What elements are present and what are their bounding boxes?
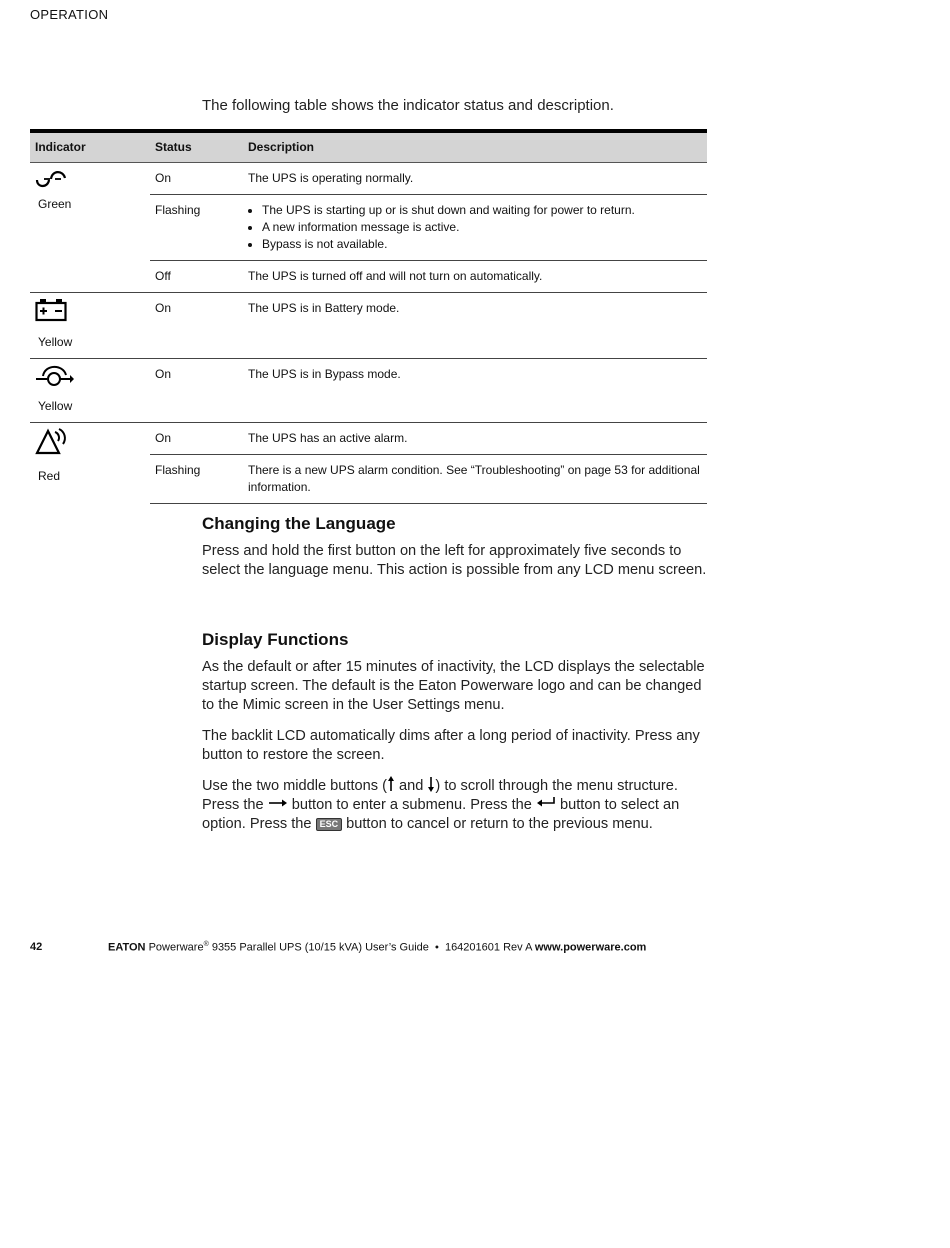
alarm-icon	[35, 428, 69, 456]
up-arrow-icon	[387, 776, 395, 792]
display-paragraph-1: As the default or after 15 minutes of inactivity, the LCD displays the selectable startup screen. The default is the Eaton Powerware logo and can be changed to the Mimic screen in the User Settings menu.	[202, 659, 705, 713]
header-status: Status	[150, 131, 243, 162]
indicator-color-label: Yellow	[38, 334, 73, 349]
header-description: Description	[243, 131, 707, 162]
description-cell: The UPS has an active alarm.	[243, 422, 707, 454]
description-cell	[243, 194, 707, 260]
status-cell: Flashing	[150, 454, 243, 503]
footer-title: 9355 Parallel UPS (10/15 kVA) User’s Guide • 164201601 Rev A	[208, 941, 535, 954]
indicator-cell-yellow-battery	[30, 292, 150, 358]
table-intro: The following table shows the indicator status and description.	[202, 97, 614, 114]
indicator-cell-red	[30, 422, 150, 503]
bullet-item: • The UPS is starting up or is shut down and waiting for power to return.	[262, 202, 702, 219]
description-cell: There is a new UPS alarm condition. See “Troubleshooting” on page 53 for additional information.	[243, 454, 707, 503]
status-cell: On	[155, 170, 172, 185]
text-fragment: button to enter a submenu. Press the	[287, 797, 536, 813]
language-paragraph: Press and hold the first button on the left for approximately five seconds to select the language menu. This action is possible from any LCD menu screen.	[202, 543, 707, 578]
indicator-table	[30, 129, 707, 504]
description-cell: The UPS is in Battery mode.	[243, 292, 707, 358]
enter-arrow-icon	[536, 796, 556, 808]
bypass-icon	[35, 364, 75, 386]
description-cell: The UPS is turned off and will not turn on automatically.	[243, 260, 707, 292]
bullet-item: • Bypass is not available.	[262, 236, 702, 253]
table-row	[30, 162, 707, 194]
description-bullets	[248, 202, 702, 253]
table-row	[30, 358, 707, 422]
section-title-language: Changing the Language	[202, 514, 396, 533]
text-fragment: button to cancel or return to the previous menu.	[342, 816, 653, 832]
right-arrow-icon	[268, 798, 288, 808]
page-number: 42	[30, 941, 43, 953]
text-fragment: button to select an option. Press the	[202, 797, 680, 832]
status-cell: On	[150, 358, 243, 422]
footer-url: www.powerware.com	[534, 941, 647, 954]
display-paragraph-3	[202, 776, 712, 834]
esc-key-icon: ESC	[316, 818, 343, 831]
running-head: OPERATION	[30, 7, 109, 22]
status-cell: Off	[150, 260, 243, 292]
indicator-color-label: Yellow	[38, 398, 73, 413]
indicator-color-label: Green	[38, 196, 72, 211]
footer-text	[108, 941, 646, 954]
description-cell: The UPS is in Bypass mode.	[243, 358, 707, 422]
indicator-cell-green	[30, 162, 150, 292]
footer-reg: ®	[203, 941, 209, 948]
indicator-cell-yellow-bypass	[30, 358, 150, 422]
sine-wave-icon	[35, 168, 69, 190]
footer-product: Powerware	[148, 941, 204, 954]
bullet-item: • A new information message is active.	[262, 219, 702, 236]
status-cell: On	[150, 292, 243, 358]
text-fragment: ) to scroll through the menu structure. Press the	[202, 778, 678, 813]
section-title-display: Display Functions	[202, 630, 349, 649]
status-cell: Flashing	[150, 194, 243, 260]
text-fragment: Use the two middle buttons (	[202, 778, 387, 794]
header-indicator: Indicator	[30, 131, 150, 162]
status-cell: On	[150, 422, 243, 454]
battery-icon	[35, 298, 69, 322]
display-paragraph-2: The backlit LCD automatically dims after a long period of inactivity. Press any button to restore the screen.	[202, 728, 700, 763]
table-header-row	[30, 131, 707, 162]
table-row	[30, 422, 707, 454]
footer-brand: EATON	[108, 941, 146, 954]
description-cell: The UPS is operating normally.	[248, 170, 414, 185]
table-row	[30, 292, 707, 358]
indicator-color-label: Red	[38, 468, 61, 483]
text-fragment: and	[394, 778, 428, 794]
